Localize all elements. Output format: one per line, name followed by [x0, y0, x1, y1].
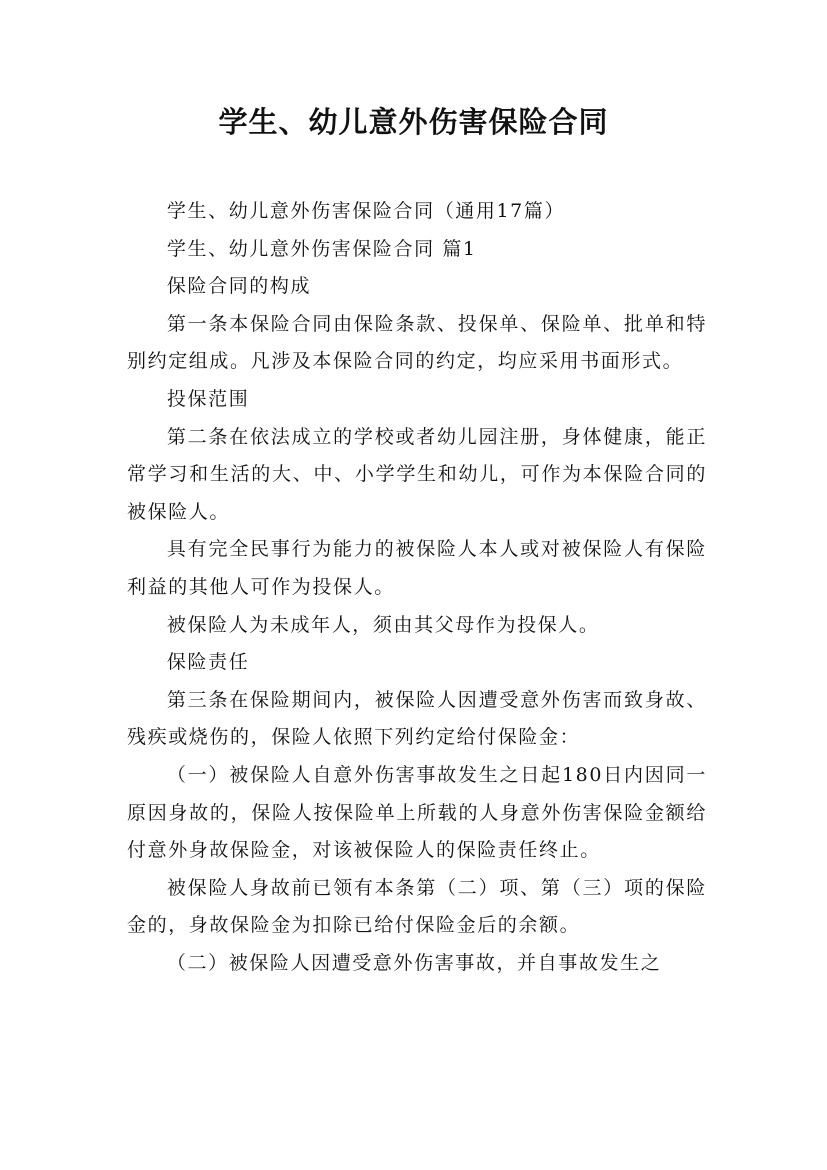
body-paragraph: 第二条在依法成立的学校或者幼儿园注册，身体健康，能正常学习和生活的大、中、小学学生和幼儿，可作为本保险合同的被保险人。: [127, 425, 707, 523]
body-paragraph: 第一条本保险合同由保险条款、投保单、保险单、批单和特别约定组成。凡涉及本保险合同的约定，均应采用书面形式。: [127, 312, 707, 373]
body-paragraph: 学生、幼儿意外伤害保险合同（通用17篇）: [166, 200, 566, 222]
body-paragraph: 具有完全民事行为能力的被保险人本人或对被保险人有保险利益的其他人可作为投保人。: [127, 538, 707, 598]
document-body: [127, 193, 707, 982]
body-paragraph: （二）被保险人因遭受意外伤害事故，并自事故发生之: [166, 951, 662, 974]
section-heading: 保险责任: [166, 651, 250, 674]
body-paragraph: （一）被保险人自意外伤害事故发生之日起180日内因同一原因身故的，保险人按保险单上所载的人身意外伤害保险金额给付意外身故保险金，对该被保险人的保险责任终止。: [127, 763, 707, 862]
body-paragraph: 第三条在保险期间内，被保险人因遭受意外伤害而致身故、残疾或烧伤的，保险人依照下列约定给付保险金：: [127, 688, 707, 749]
body-paragraph: 被保险人为未成年人，须由其父母作为投保人。: [166, 613, 600, 636]
document-title: 学生、幼儿意外伤害保险合同: [218, 105, 609, 139]
section-heading: 保险合同的构成: [166, 275, 312, 298]
section-heading: 投保范围: [166, 387, 250, 410]
body-paragraph: 被保险人身故前已领有本条第（二）项、第（三）项的保险金的，身故保险金为扣除已给付保险金后的余额。: [127, 876, 707, 937]
body-paragraph: 学生、幼儿意外伤害保险合同 篇1: [166, 237, 477, 260]
